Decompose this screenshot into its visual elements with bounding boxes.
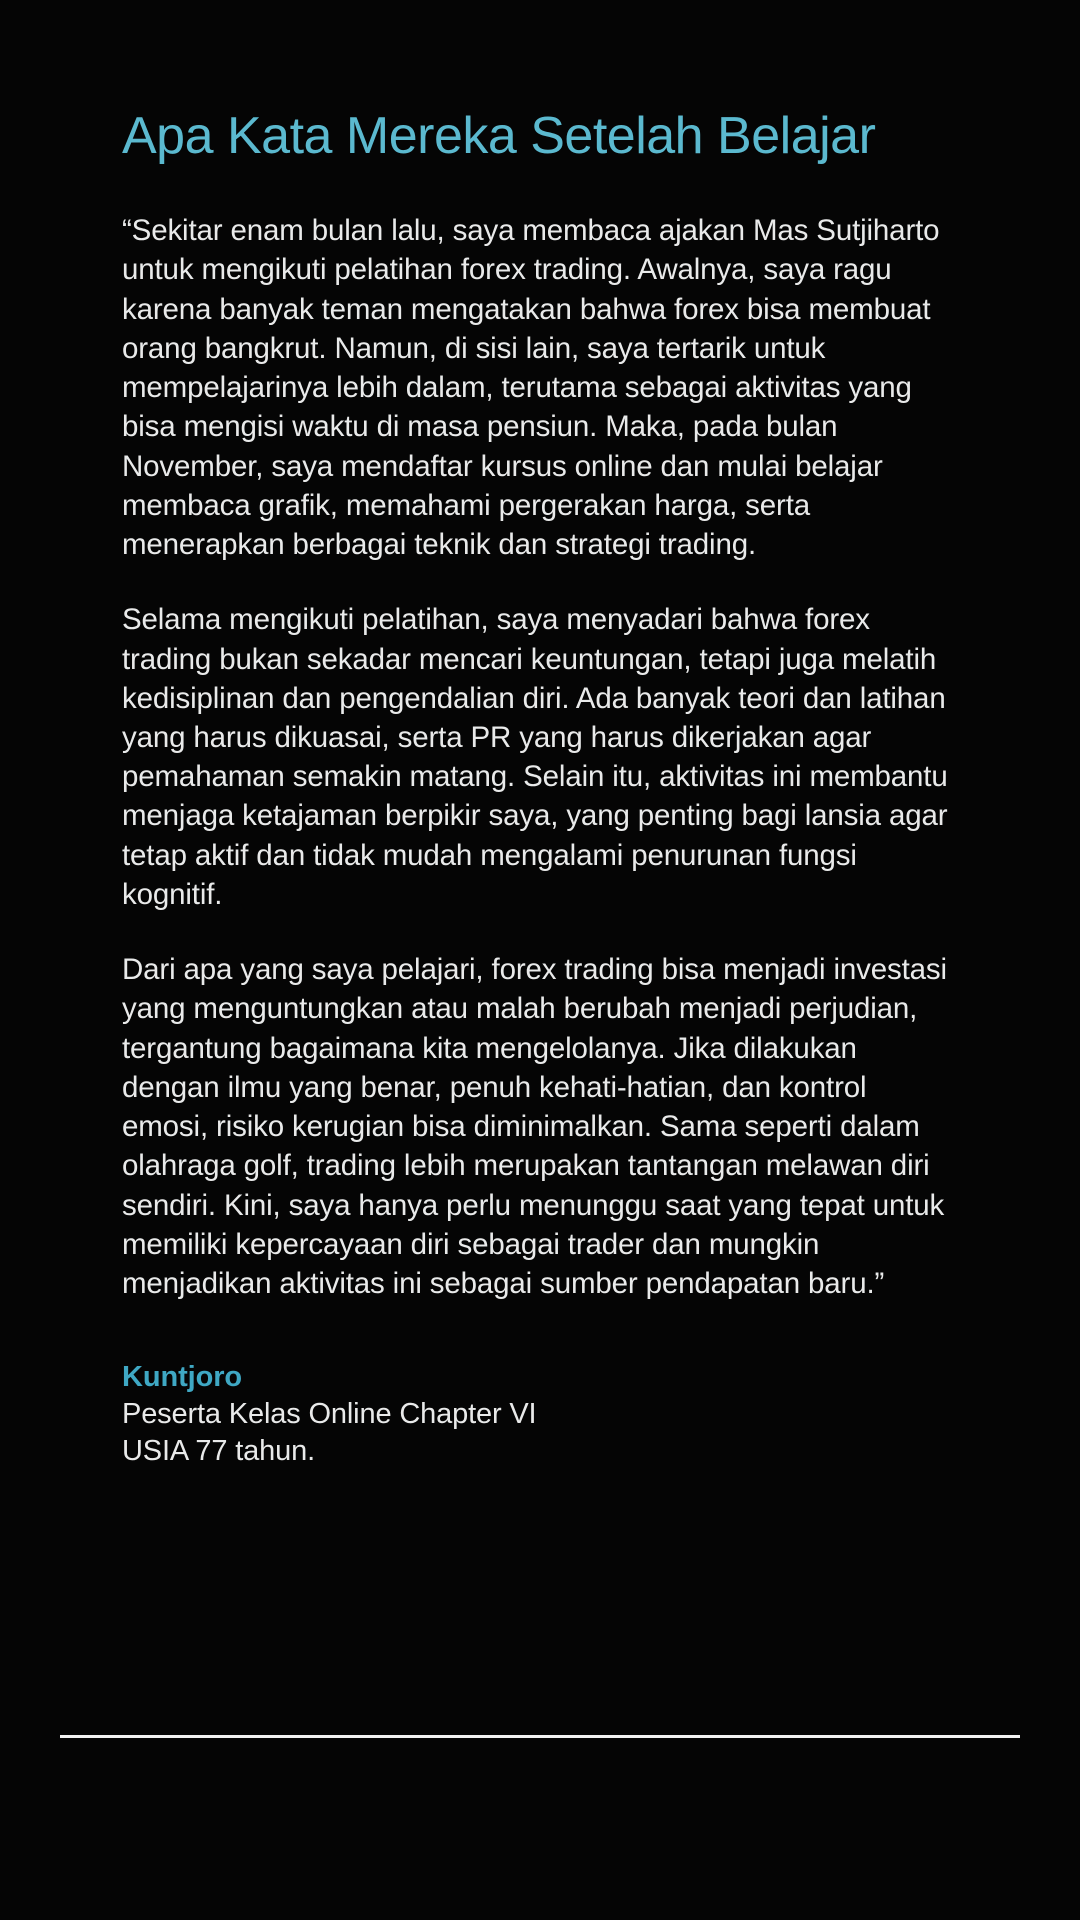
- attribution-role: Peserta Kelas Online Chapter VI: [122, 1397, 537, 1430]
- testimonial-paragraph-2: Selama mengikuti pelatihan, saya menyadari bahwa forex trading bukan sekadar mencari keuntungan, tetapi juga melatih kedisiplinan dan pengendalian diri. Ada banyak teori dan latihan yang harus dikuasai, serta PR yang harus dikerjakan agar pemahaman semakin matang. Selain itu, aktivitas ini membantu menjaga ketajaman berpikir saya, yang penting bagi lansia agar tetap aktif dan tidak mudah mengalami penurunan fungsi kognitif.: [122, 603, 948, 911]
- attribution-author-name: Kuntjoro: [122, 1361, 243, 1394]
- testimonial-body: [122, 211, 958, 1303]
- page-title: Apa Kata Mereka Setelah Belajar: [122, 107, 876, 165]
- testimonial-paragraph-3: Dari apa yang saya pelajari, forex trading bisa menjadi investasi yang menguntungkan atau malah berubah menjadi perjudian, tergantung bagaimana kita mengelolanya. Jika dilakukan dengan ilmu yang benar, penuh kehati-hatian, dan kontrol emosi, risiko kerugian bisa diminimalkan. Sama seperti dalam olahraga golf, trading lebih merupakan tantangan melawan diri sendiri. Kini, saya hanya perlu menunggu saat yang tepat untuk memiliki kepercayaan diri sebagai trader dan mungkin menjadikan aktivitas ini sebagai sumber pendapatan baru.”: [122, 953, 947, 1301]
- footer-divider: [60, 1735, 1020, 1738]
- attribution: [122, 1359, 958, 1469]
- testimonial-paragraph-1: “Sekitar enam bulan lalu, saya membaca ajakan Mas Sutjiharto untuk mengikuti pelatihan forex trading. Awalnya, saya ragu karena banyak teman mengatakan bahwa forex bisa membuat orang bangkrut. Namun, di sisi lain, saya tertarik untuk mempelajarinya lebih dalam, terutama sebagai aktivitas yang bisa mengisi waktu di masa pensiun. Maka, pada bulan November, saya mendaftar kursus online dan mulai belajar membaca grafik, memahami pergerakan harga, serta menerapkan berbagai teknik dan strategi trading.: [122, 214, 940, 562]
- attribution-age: USIA 77 tahun.: [122, 1434, 315, 1467]
